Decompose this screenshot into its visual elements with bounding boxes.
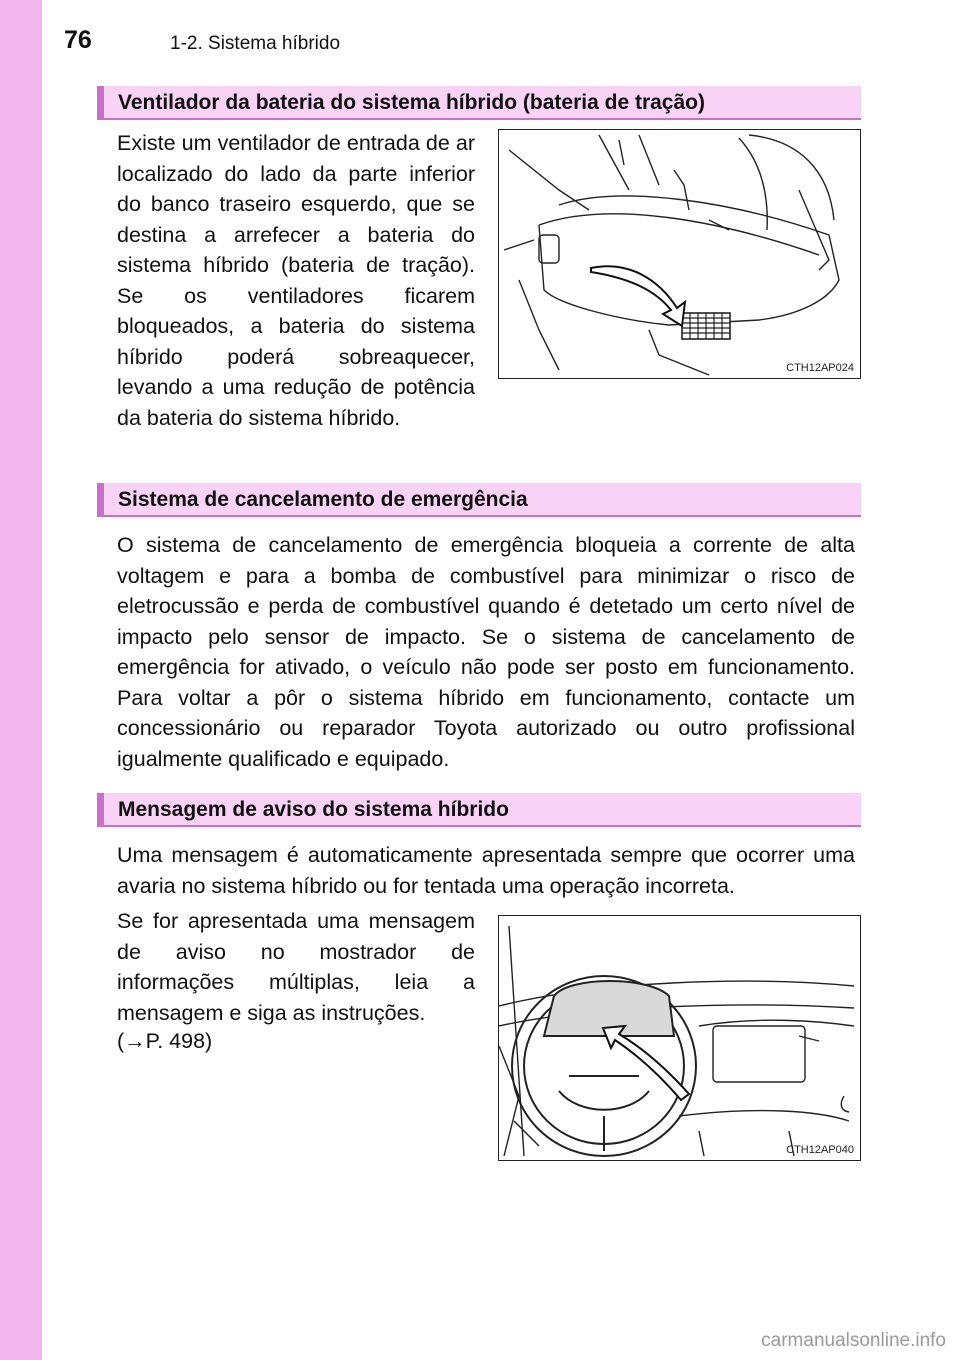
page-number: 76 [64,26,92,54]
rear-seat-drawing [499,130,860,378]
emergency-shutoff-paragraph: O sistema de cancelamento de emergência bloqueia a corrente de alta voltagem e para a bomba de combustível para minimizar o risco de eletrocussão e perda de combustível quando é detetado um certo nível de impacto pelo sensor de impacto. Se o sistema de cancelamento de emergência for ativado, o veículo não pode ser posto em funcionamento. Para voltar a pôr o sistema híbrido em funcionamento, contacte um concessionário ou reparador Toyota autorizado ou outro profissional igualmente qualificado e equipado. [117,533,855,771]
battery-fan-paragraph: Existe um ventilador de entrada de ar localizado do lado da parte inferior do banco traseiro esquerdo, que se destina a arrefecer a bateria do sistema híbrido (bateria de tração). Se os ventiladores ficarem bloqueados, a bateria do sistema híbrido poderá sobreaquecer, levando a uma redução de potência da bateria do sistema híbrido. [117,131,475,430]
figure-code: CTH12AP024 [786,362,854,374]
figure-code: CTH12AP040 [786,1144,854,1156]
section-heading-text: Ventilador da bateria do sistema híbrido (bateria de tração) [118,91,705,114]
rear-seat-fan-illustration [498,129,861,379]
instrument-panel-illustration [498,915,861,1161]
watermark: carmanualsonline.info [761,1330,946,1351]
section-heading-text: Mensagem de aviso do sistema híbrido [118,798,509,821]
warning-message-paragraph: Uma mensagem é automaticamente apresentada sempre que ocorrer uma avaria no sistema híbrido ou for tentada uma operação incorreta. [117,843,855,898]
chapter-tab-bar [0,0,42,1360]
section-heading-text: Sistema de cancelamento de emergência [118,488,528,511]
section-heading-warning-message [97,793,861,827]
running-header: 1-2. Sistema híbrido [170,33,341,54]
page-reference-link[interactable]: (→P. 498) [117,1029,213,1053]
instrument-panel-drawing [499,916,860,1160]
warning-instruction-paragraph: Se for apresentada uma mensagem de aviso no mostrador de informações múltiplas, leia a mensagem e siga as instruções. [117,909,475,1025]
section-heading-battery-fan [97,86,861,120]
section-heading-emergency-shutoff [97,483,861,517]
